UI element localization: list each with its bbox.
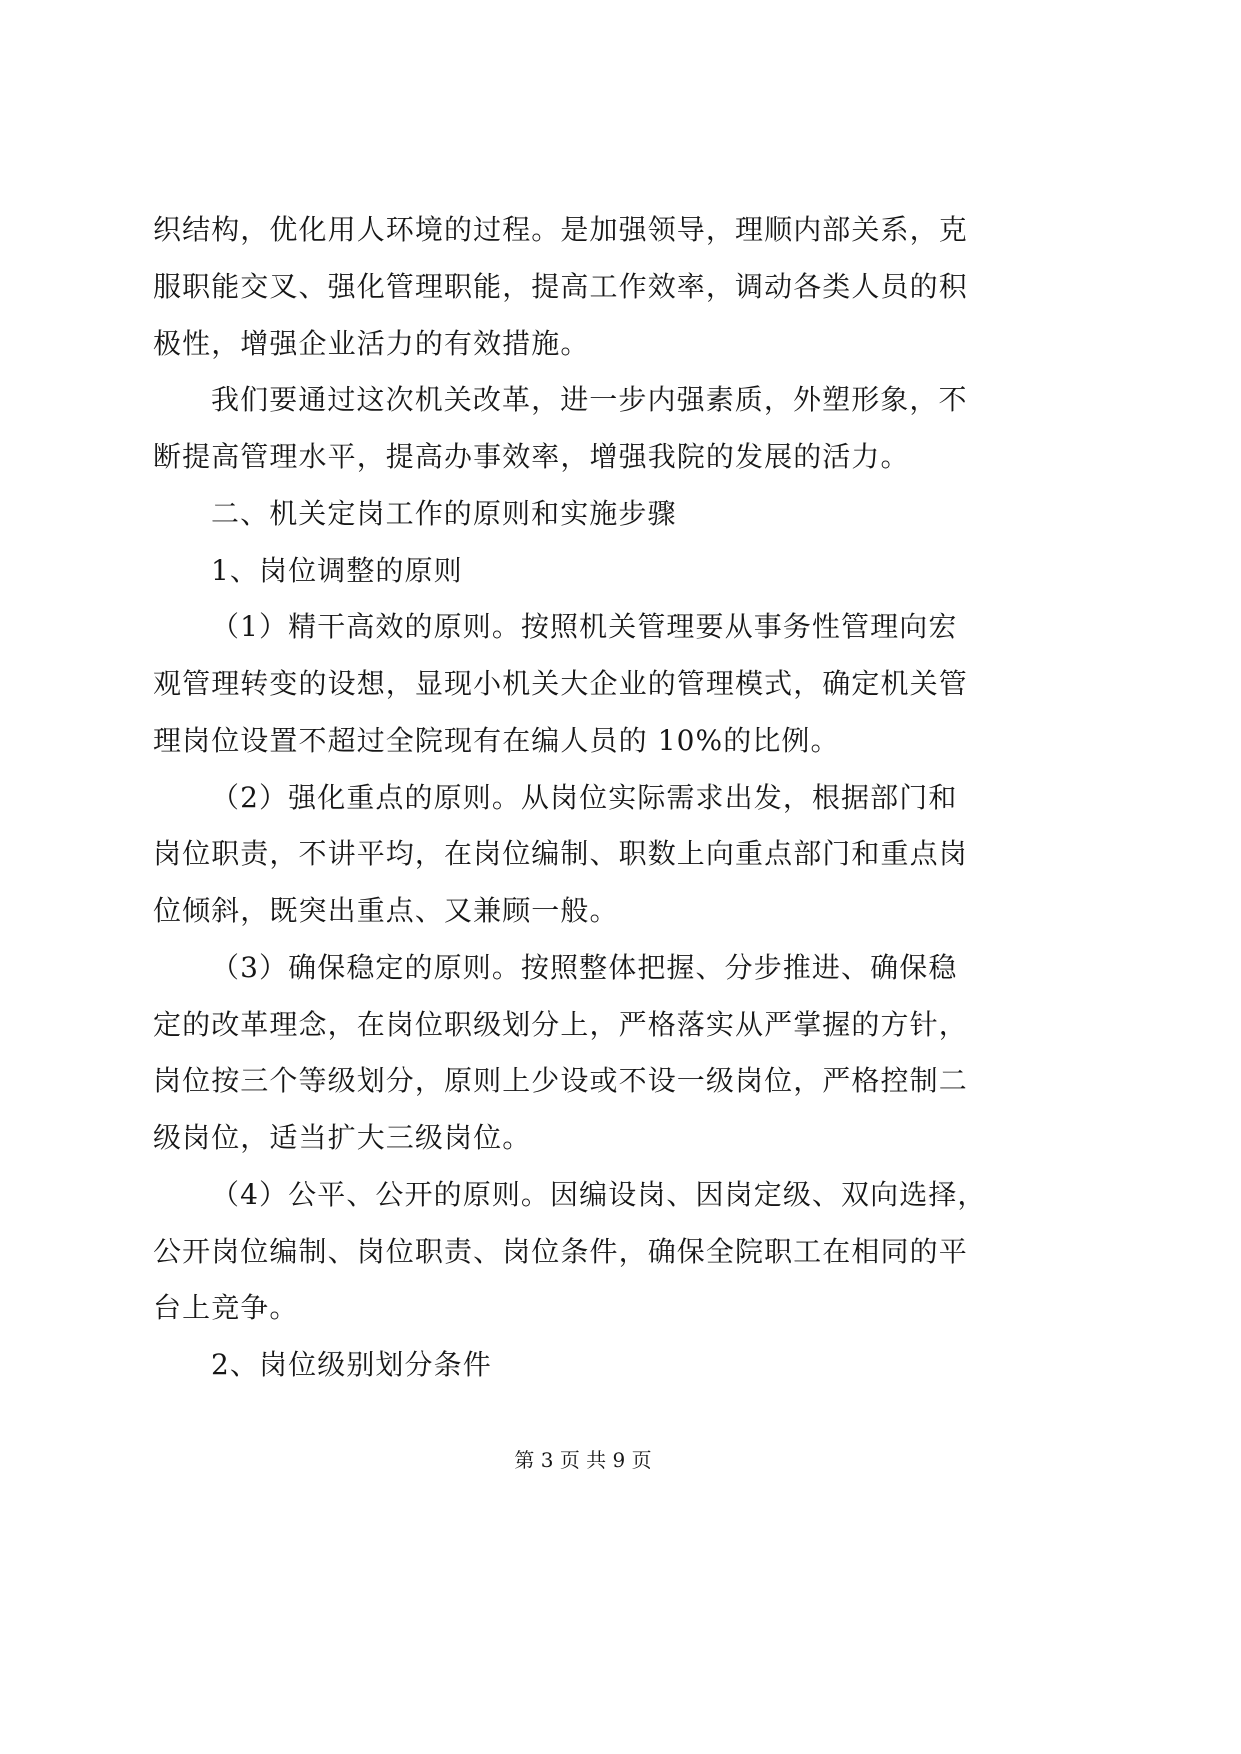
text-line: （2）强化重点的原则。从岗位实际需求出发，根据部门和 [211, 780, 958, 814]
text-line: （1）精干高效的原则。按照机关管理要从事务性管理向宏 [211, 610, 958, 644]
principle-item [153, 599, 1053, 769]
text-line: 台上竞争。 [153, 1291, 299, 1325]
page-footer: 第 3 页 共 9 页 [514, 1448, 652, 1472]
text-line: 我们要通过这次机关改革，进一步内强素质，外塑形象，不 [211, 383, 968, 417]
heading-text: 1、岗位调整的原则 [211, 553, 463, 587]
subsection-heading [153, 1337, 1053, 1394]
text-line: 定的改革理念，在岗位职级划分上，严格落实从严掌握的方针， [153, 1007, 968, 1041]
text-line: 理岗位设置不超过全院现有在编人员的 10%的比例。 [153, 723, 840, 757]
heading-text: 2、岗位级别划分条件 [211, 1348, 492, 1381]
text-line: 岗位职责，不讲平均，在岗位编制、职数上向重点部门和重点岗 [153, 837, 968, 871]
text-line: 级岗位，适当扩大三级岗位。 [153, 1121, 532, 1154]
principle-item [153, 770, 1053, 940]
principle-item [153, 1167, 1053, 1337]
text-line: 极性，增强企业活力的有效措施。 [153, 326, 590, 360]
text-line: （3）确保稳定的原则。按照整体把握、分步推进、确保稳 [211, 950, 958, 984]
text-line: 服职能交叉、强化管理职能，提高工作效率，调动各类人员的积 [153, 269, 968, 303]
text-line: 织结构，优化用人环境的过程。是加强领导，理顺内部关系，克 [153, 213, 968, 246]
principle-item [153, 940, 1053, 1167]
text-line: 岗位按三个等级划分，原则上少设或不设一级岗位，严格控制二 [153, 1064, 968, 1098]
text-line: 公开岗位编制、岗位职责、岗位条件，确保全院职工在相同的平 [153, 1234, 968, 1268]
text-line: 位倾斜，既突出重点、又兼顾一般。 [153, 894, 619, 927]
section-heading [153, 486, 1053, 543]
text-line: （4）公平、公开的原则。因编设岗、因岗定级、双向选择， [211, 1177, 987, 1211]
document-body [153, 202, 1053, 1394]
text-line: 观管理转变的设想，显现小机关大企业的管理模式，确定机关管 [153, 667, 968, 700]
paragraph-continued [153, 202, 1053, 372]
heading-text: 二、机关定岗工作的原则和实施步骤 [211, 496, 677, 530]
paragraph [153, 372, 1053, 486]
subsection-heading [153, 543, 1053, 600]
text-line: 断提高管理水平，提高办事效率，增强我院的发展的活力。 [153, 440, 910, 473]
